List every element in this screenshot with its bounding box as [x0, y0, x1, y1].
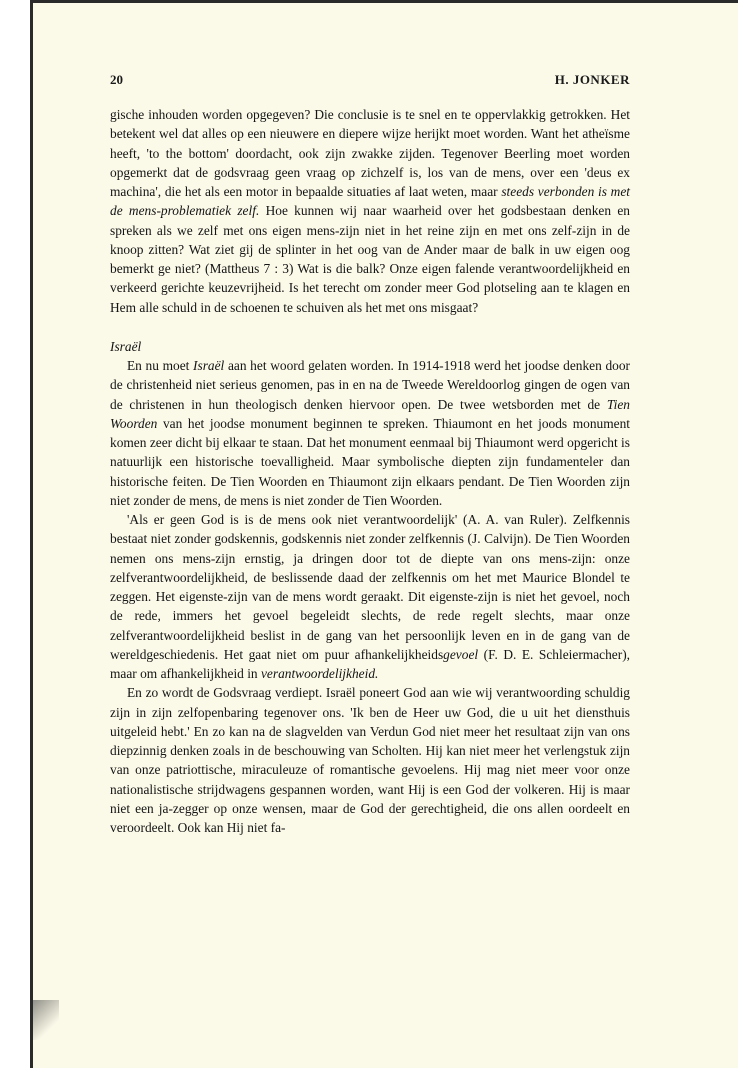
body-text: [110, 105, 630, 837]
scan-left-edge: [30, 0, 33, 1068]
text-run: Hoe kunnen wij naar waarheid over het godsbestaan denken en spreken als we zelf met ons eigen mens-zijn niet in het reine zijn en met ons zelf-zijn in de knoop zitten? Wat ziet gij de splinter in het oog van de Ander maar de balk in uw eigen oog bemerkt ge niet? (Mattheus 7 : 3) Wat is die balk? Onze eigen falende verantwoordelijkheid en verkeerd gerichte keuzevrijheid. Is het terecht om zonder meer God plotseling aan te klagen en Hem alle schuld in de schoenen te schuiven als het met ons misgaat?: [110, 203, 630, 315]
paragraph-2: [110, 356, 630, 510]
text-run: En zo wordt de Godsvraag verdiept. Israël poneert God aan wie wij verantwoording schuldig zijn in zijn zelfopenbaring tegenover ons. 'Ik ben de Heer uw God, die u uit het diensthuis uitgeleid hebt.' En zo kan na de slagvelden van Verdun God niet meer het resultaat zijn van ons diepzinnig denken zoals in de beschouwing van Scholten. Hij kan niet meer het verlengstuk zijn van onze patriottische, miraculeuze of romantische gevoelens. Hij mag niet meer voor onze nationalistische strijdwagens gespannen worden, want Hij is een God der volkeren. Hij is maar niet een ja-zegger op onze wensen, maar de God der gerechtigheid, die ons allen oordeelt en veroordeelt. Ook kan Hij niet fa-: [110, 685, 630, 835]
text-run: 'Als er geen God is is de mens ook niet verantwoordelijk' (A. A. van Ruler). Zelfkennis bestaat niet zonder godskennis, godskennis niet zonder zelfkennis (J. Calvijn). De Tien Woorden nemen ons mens-zijn ernstig, ja dringen door tot de diepte van ons mens-zijn: onze zelfverantwoordelijkheid, de beslissende daad der zelfkennis om het met Maurice Blondel te zeggen. Het eigenste-zijn van de mens wordt geraakt. Dit eigenste-zijn is niet het gevoel, noch de rede, immers het gevoel begeleidt slechts, de rede regelt slechts, maar onze zelfverantwoordelijkheid beslist in de gang van het persoonlijk leven en in de gang van de wereldgeschiedenis. Het gaat niet om puur afhankelijkheids: [110, 512, 630, 662]
paragraph-4: [110, 683, 630, 837]
emphasis-run: gevoel: [443, 646, 479, 662]
scan-top-edge: [30, 0, 738, 3]
emphasis-run: Israël: [193, 358, 225, 373]
section-heading: Israël: [110, 338, 142, 354]
running-header: [110, 72, 630, 92]
text-run: van het joodse monument beginnen te spreken. Thiaumont en het joods monument komen zeer dicht bij elkaar te staan. Dat het monument eenmaal bij Thiaumont werd opgericht is natuurlijk een historische toevalligheid. Maar symbolische diepten zijn fundamenteler dan historische feiten. De Tien Woorden en Thiaumont zijn elkaars pendant. De Tien Woorden zijn niet zonder de mens, de mens is niet zonder de Tien Woorden.: [110, 415, 630, 508]
running-title: H. JONKER: [554, 72, 630, 87]
scan-shadow: [33, 1000, 59, 1040]
paragraph-3: [110, 510, 630, 683]
page-number: 20: [110, 72, 123, 87]
paragraph-1: [110, 105, 630, 317]
emphasis-run: steeds verbonden is met de mens-problematiek zelf.: [110, 184, 630, 219]
text-run: En nu moet: [127, 358, 194, 373]
emphasis-run: Tien Woorden: [110, 396, 630, 431]
text-run: gische inhouden worden opgegeven? Die conclusie is te snel en te oppervlakkig getrokken. Het betekent wel dat alles op een nieuwere en diepere wijze herijkt moet worden. Want het atheïsme heeft, 'to the bottom' doordacht, ook zijn zwakke zijden. Tegenover Beerling moet worden opgemerkt dat de godsvraag geen vraag op zichzelf is, los van de mens, over een 'deus ex machina', die het als een motor in bepaalde situaties af laat weten, maar: [110, 107, 630, 199]
text-run: (F. D. E. Schleiermacher), maar om afhankelijkheid in: [110, 646, 630, 681]
text-run: aan het woord gelaten worden. In 1914-1918 werd het joodse denken door de christenheid niet serieus genomen, pas in en na de Tweede Wereldoorlog gingen de ogen van de christenen in hun theologisch denken hiervoor open. De twee wetsborden met de: [110, 358, 630, 412]
emphasis-run: verantwoordelijkheid.: [260, 666, 379, 681]
